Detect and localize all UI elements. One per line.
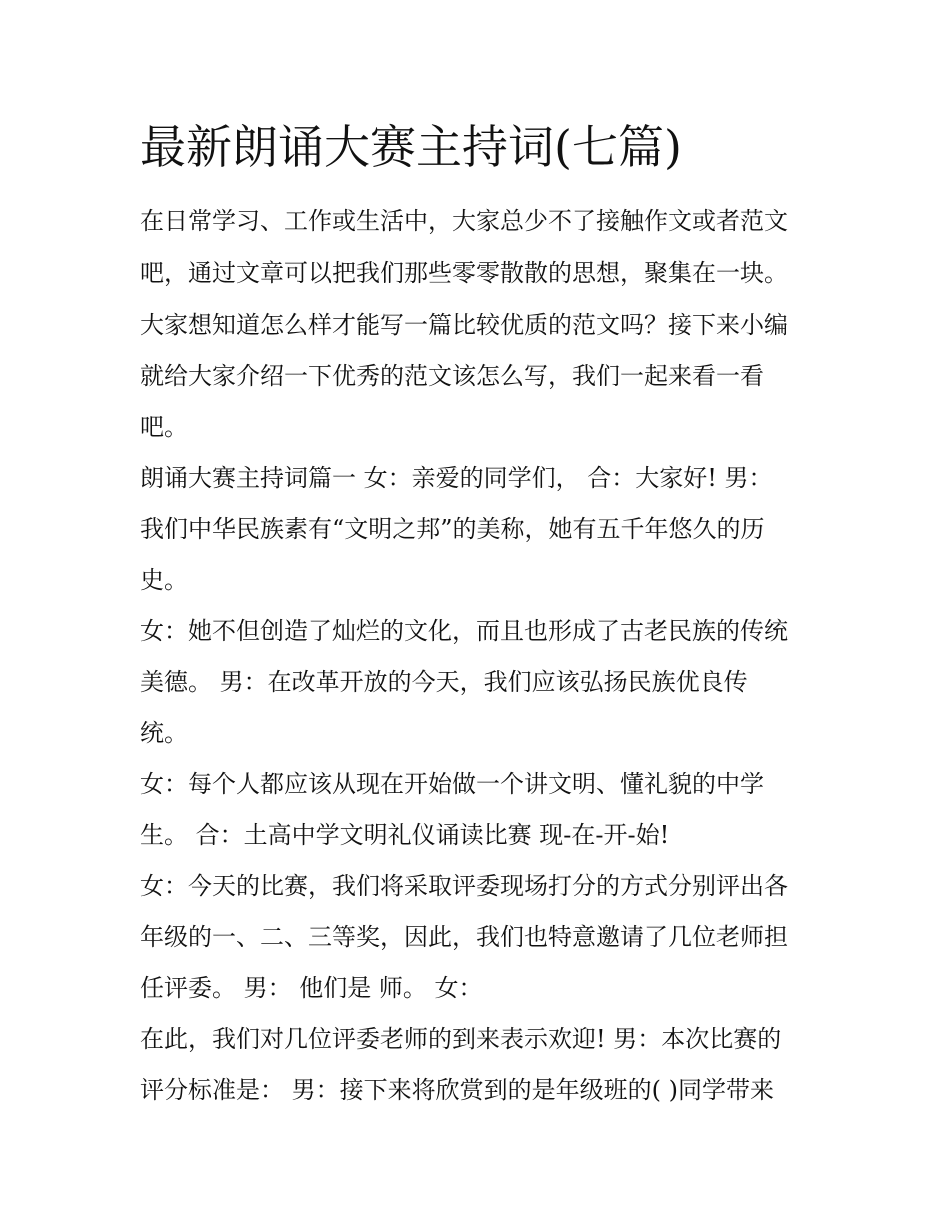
body-line: 年级的一、二、三等奖，因此，我们也特意邀请了几位老师担 bbox=[140, 923, 788, 951]
body-line: 我们中华民族素有“文明之邦”的美称，她有五千年悠久的历 bbox=[140, 515, 765, 543]
body-line: 在此，我们对几位评委老师的到来表示欢迎! 男：本次比赛的 bbox=[140, 1025, 782, 1053]
body-line: 就给大家介绍一下优秀的范文该怎么写，我们一起来看一看 bbox=[140, 362, 764, 390]
body-line: 生。 合：土高中学文明礼仪诵读比赛 现-在-开-始! bbox=[140, 821, 670, 849]
body-line: 美德。 男：在改革开放的今天，我们应该弘扬民族优良传 bbox=[140, 668, 748, 696]
body-line: 女：每个人都应该从现在开始做一个讲文明、懂礼貌的中学 bbox=[140, 770, 764, 798]
body-line: 大家想知道怎么样才能写一篇比较优质的范文吗？接下来小编 bbox=[140, 311, 788, 339]
body-line: 吧，通过文章可以把我们那些零零散散的思想，聚集在一块。 bbox=[140, 259, 788, 287]
body-line: 史。 bbox=[140, 566, 188, 594]
body-line: 统。 bbox=[140, 719, 188, 747]
body-line: 女：她不但创造了灿烂的文化，而且也形成了古老民族的传统 bbox=[140, 617, 788, 645]
body-line: 任评委。 男： 他们是 师。 女： bbox=[140, 974, 483, 1002]
body-line: 在日常学习、工作或生活中，大家总少不了接触作文或者范文 bbox=[140, 207, 788, 235]
body-line: 朗诵大赛主持词篇一 女：亲爱的同学们， 合：大家好! 男： bbox=[140, 464, 773, 492]
body-line: 吧。 bbox=[140, 413, 188, 441]
body-line: 女：今天的比赛，我们将采取评委现场打分的方式分别评出各 bbox=[140, 872, 788, 900]
body-line: 评分标准是： 男：接下来将欣赏到的是年级班的( )同学带来 bbox=[140, 1076, 774, 1104]
document-title: 最新朗诵大赛主持词(七篇) bbox=[140, 120, 682, 174]
